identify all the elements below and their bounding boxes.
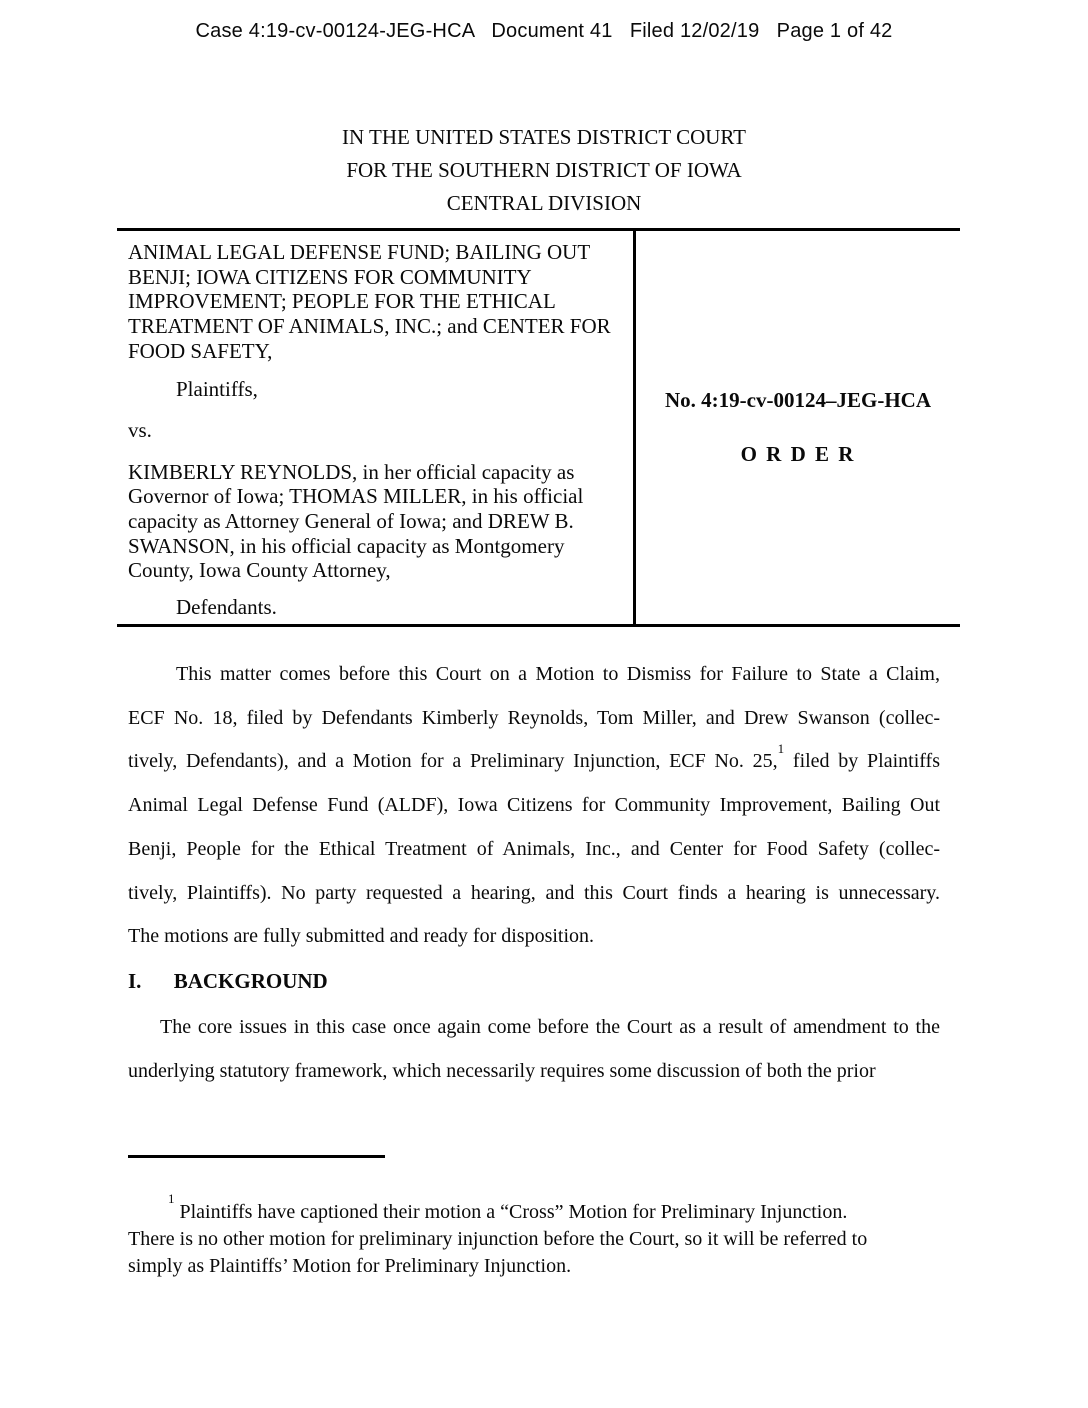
- body-line: The motions are fully submitted and ready for disposition.: [128, 925, 595, 948]
- body-line: This matter comes before this Court on a Motion to Dismiss for Failure to State a Claim,: [176, 663, 940, 685]
- footnote-1: [128, 1191, 928, 1280]
- plaintiffs-name-line: TREATMENT OF ANIMALS, INC.; and CENTER FOR: [128, 314, 611, 339]
- body-paragraph-2: [128, 1006, 940, 1093]
- footnote-line: [128, 1191, 928, 1226]
- plaintiffs-name-line: FOOD SAFETY,: [128, 338, 273, 363]
- body-line-text: filed by Plaintiffs: [784, 750, 940, 773]
- case-number: No. 4:19-cv-00124–JEG-HCA: [665, 388, 931, 412]
- body-line: Animal Legal Defense Fund (ALDF), Iowa Citizens for Community Improvement, Bailing Out: [128, 794, 940, 817]
- case-caption-box: [117, 228, 960, 627]
- defendants-names: [128, 460, 630, 584]
- defendants-name-line: County, Iowa County Attorney,: [128, 558, 391, 583]
- plaintiffs-label: Plaintiffs,: [176, 376, 258, 401]
- defendants-name-line: SWANSON, in his official capacity as Montgomery: [128, 533, 565, 558]
- body-line: [128, 740, 940, 784]
- body-line-text: tively, Defendants), and a Motion for a Preliminary Injunction, ECF No. 25,: [128, 750, 778, 773]
- court-title: [0, 121, 1088, 220]
- body-line: Benji, People for the Ethical Treatment of Animals, Inc., and Center for Food Safety (collec-: [128, 837, 940, 860]
- footnote-line: simply as Plaintiffs’ Motion for Preliminary Injunction.: [128, 1255, 572, 1277]
- defendants-name-line: KIMBERLY REYNOLDS, in her official capacity as: [128, 459, 575, 484]
- court-title-line-3: CENTRAL DIVISION: [446, 191, 642, 215]
- footnote-reference-1: 1: [777, 740, 785, 756]
- section-title: BACKGROUND: [173, 969, 328, 993]
- plaintiffs-name-line: IMPROVEMENT; PEOPLE FOR THE ETHICAL: [128, 289, 556, 314]
- caption-case-cell: [636, 231, 960, 624]
- body-line: tively, Plaintiffs). No party requested a hearing, and this Court finds a hearing is unnecessary.: [128, 881, 940, 904]
- court-title-line-2: FOR THE SOUTHERN DISTRICT OF IOWA: [346, 158, 742, 182]
- section-number: I.: [128, 969, 142, 993]
- order-heading: O R D E R: [740, 442, 856, 466]
- footnote-line-text: Plaintiffs have captioned their motion a “Cross” Motion for Preliminary Injunction.: [174, 1201, 848, 1223]
- footnote-line: There is no other motion for preliminary injunction before the Court, so it will be referred to: [128, 1228, 868, 1250]
- body-paragraph-1: [128, 653, 940, 959]
- versus-label: vs.: [128, 417, 152, 442]
- plaintiffs-names: [128, 240, 630, 364]
- plaintiffs-name-line: BENJI; IOWA CITIZENS FOR COMMUNITY: [128, 264, 532, 289]
- body-line: ECF No. 18, filed by Defendants Kimberly Reynolds, Tom Miller, and Drew Swanson (collec-: [128, 706, 940, 729]
- defendants-name-line: Governor of Iowa; THOMAS MILLER, in his official: [128, 484, 584, 509]
- caption-parties-cell: [117, 231, 630, 624]
- footnote-marker-1: 1: [168, 1191, 175, 1207]
- court-title-line-1: IN THE UNITED STATES DISTRICT COURT: [341, 125, 747, 149]
- defendants-label: Defendants.: [176, 595, 277, 620]
- ecf-filing-stamp: Case 4:19-cv-00124-JEG-HCA Document 41 Filed 12/02/19 Page 1 of 42: [195, 20, 893, 42]
- defendants-name-line: capacity as Attorney General of Iowa; and DREW B.: [128, 508, 574, 533]
- plaintiffs-name-line: ANIMAL LEGAL DEFENSE FUND; BAILING OUT: [128, 240, 591, 264]
- section-heading-background: [128, 966, 328, 996]
- body-line: The core issues in this case once again come before the Court as a result of amendment to the: [160, 1016, 940, 1038]
- body-line: underlying statutory framework, which necessarily requires some discussion of both the prior: [128, 1059, 876, 1082]
- footnote-separator-rule: [128, 1155, 385, 1158]
